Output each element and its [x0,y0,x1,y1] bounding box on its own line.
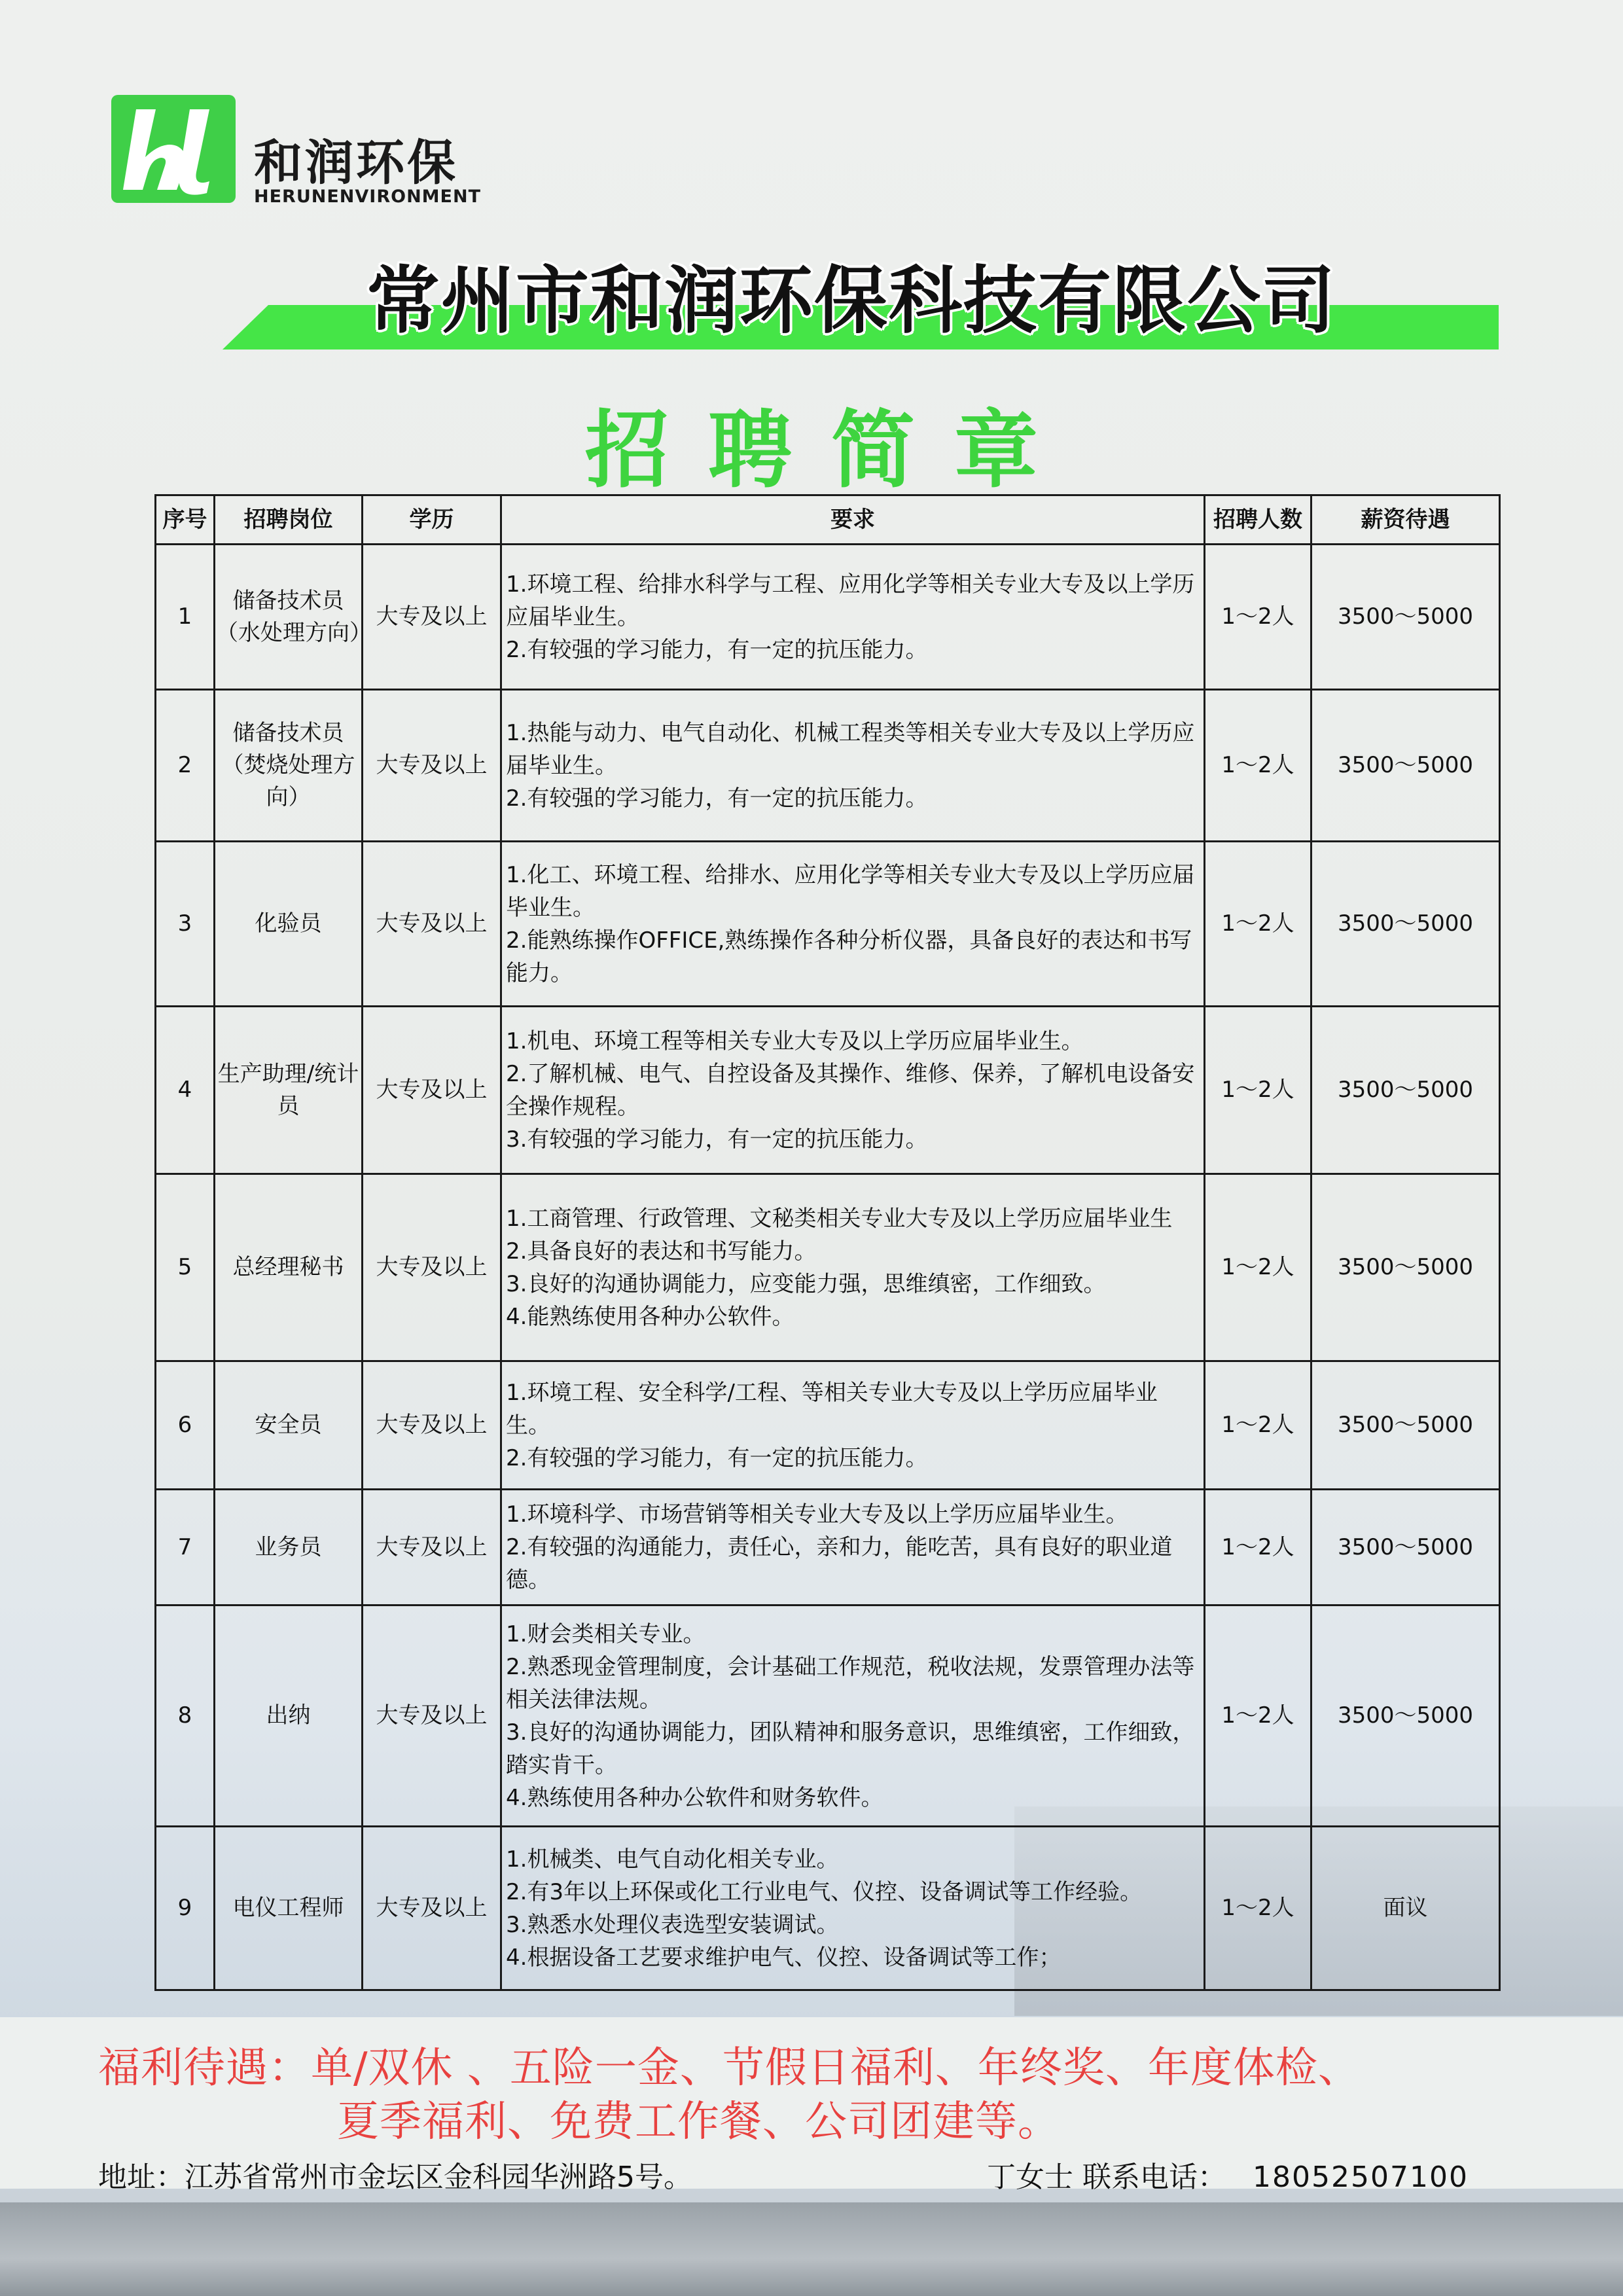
cell-education: 大专及以上 [363,545,501,690]
header-position: 招聘岗位 [215,495,363,545]
requirement-line: 1.环境工程、安全科学/工程、等相关专业大专及以上学历应届毕业生。 [506,1379,1158,1439]
cell-count: 1～2人 [1205,1605,1311,1827]
requirement-line: 2.有较强的学习能力，有一定的抗压能力。 [506,785,928,812]
cell-count: 1～2人 [1205,1007,1311,1174]
cell-salary: 3500～5000 [1311,842,1500,1007]
cell-position: 化验员 [215,842,363,1007]
cell-count: 1～2人 [1205,1361,1311,1490]
cell-position: 生产助理/统计员 [215,1007,363,1174]
cell-salary: 面议 [1311,1827,1500,1990]
requirement-line: 4.能熟练使用各种办公软件。 [506,1303,794,1330]
requirement-line: 2.有较强的学习能力，有一定的抗压能力。 [506,1444,928,1471]
requirement-line: 1.热能与动力、电气自动化、机械工程类等相关专业大专及以上学历应届毕业生。 [506,719,1195,779]
cell-no: 9 [156,1827,215,1990]
header-no: 序号 [156,495,215,545]
cell-requirements [501,1490,1205,1605]
requirement-line: 2.有3年以上环保或化工行业电气、仪控、设备调试等工作经验。 [506,1878,1143,1905]
requirement-line: 1.机电、环境工程等相关专业大专及以上学历应届毕业生。 [506,1028,1084,1054]
cell-education: 大专及以上 [363,1605,501,1827]
cell-no: 5 [156,1174,215,1361]
cell-education: 大专及以上 [363,842,501,1007]
table-row [156,1007,1500,1174]
logo-mark-icon [111,95,236,203]
table-row [156,1827,1500,1990]
cell-no: 6 [156,1361,215,1490]
contact-info [987,2153,1469,2195]
brand-name-en: HERUNENVIRONMENT [254,187,482,207]
page-title: 招聘简章 [584,402,1077,499]
requirement-line: 1.财会类相关专业。 [506,1621,705,1647]
cell-no: 8 [156,1605,215,1827]
requirement-line: 1.环境科学、市场营销等相关专业大专及以上学历应届毕业生。 [506,1501,1128,1528]
cell-position: 电仪工程师 [215,1827,363,1990]
cell-count: 1～2人 [1205,690,1311,842]
cell-position: 安全员 [215,1361,363,1490]
cell-requirements [501,690,1205,842]
cell-salary: 3500～5000 [1311,1174,1500,1361]
header-education: 学历 [363,495,501,545]
requirement-line: 4.根据设备工艺要求维护电气、仪控、设备调试等工作； [506,1944,1061,1971]
cell-education: 大专及以上 [363,1007,501,1174]
table-row [156,1605,1500,1827]
cell-education: 大专及以上 [363,1827,501,1990]
road-photo-background [0,2202,1623,2296]
cell-position: 业务员 [215,1490,363,1605]
cell-count: 1～2人 [1205,1827,1311,1990]
cell-requirements [501,1827,1205,1990]
table-header-row [156,495,1500,545]
cell-education: 大专及以上 [363,1361,501,1490]
requirement-line: 3.有较强的学习能力，有一定的抗压能力。 [506,1126,928,1153]
cell-no: 2 [156,690,215,842]
cell-education: 大专及以上 [363,1174,501,1361]
requirement-line: 1.化工、环境工程、给排水、应用化学等相关专业大专及以上学历应届毕业生。 [506,861,1195,921]
cell-education: 大专及以上 [363,1490,501,1605]
cell-position: 储备技术员（焚烧处理方向） [215,690,363,842]
header-count: 招聘人数 [1205,495,1311,545]
cell-education: 大专及以上 [363,690,501,842]
cell-no: 3 [156,842,215,1007]
cell-salary: 3500～5000 [1311,545,1500,690]
cell-requirements [501,1007,1205,1174]
cell-count: 1～2人 [1205,1174,1311,1361]
cell-salary: 3500～5000 [1311,1605,1500,1827]
cell-count: 1～2人 [1205,545,1311,690]
cell-salary: 3500～5000 [1311,690,1500,842]
requirement-line: 2.能熟练操作OFFICE,熟练操作各种分析仪器，具备良好的表达和书写能力。 [506,927,1192,986]
benefits-line-1: 福利待遇：单/双休 、五险一金、节假日福利、年终奖、年度体检、 [98,2044,1361,2092]
table-row [156,545,1500,690]
cell-no: 7 [156,1490,215,1605]
phone-number: 18052507100 [1253,2161,1469,2194]
table-row [156,1361,1500,1490]
cell-requirements [501,1174,1205,1361]
cell-requirements [501,842,1205,1007]
cell-position: 总经理秘书 [215,1174,363,1361]
benefits-line-2: 夏季福利、免费工作餐、公司团建等。 [337,2098,1060,2146]
requirement-line: 2.熟悉现金管理制度，会计基础工作规范，税收法规，发票管理办法等相关法律法规。 [506,1653,1195,1713]
cell-salary: 3500～5000 [1311,1490,1500,1605]
cell-salary: 3500～5000 [1311,1007,1500,1174]
contact-person: 丁女士 联系电话： [987,2161,1226,2194]
requirement-line: 1.工商管理、行政管理、文秘类相关专业大专及以上学历应届毕业生 [506,1205,1173,1232]
requirement-line: 3.良好的沟通协调能力，应变能力强，思维缜密，工作细致。 [506,1270,1106,1297]
table-row [156,690,1500,842]
cell-no: 1 [156,545,215,690]
jobs-table [154,494,1501,1991]
requirement-line: 2.有较强的沟通能力，责任心，亲和力，能吃苦，具有良好的职业道德。 [506,1534,1173,1593]
table-row [156,1174,1500,1361]
requirement-line: 2.了解机械、电气、自控设备及其操作、维修、保养，了解机电设备安全操作规程。 [506,1060,1195,1120]
cell-requirements [501,1361,1205,1490]
cell-salary: 3500～5000 [1311,1361,1500,1490]
cell-requirements [501,545,1205,690]
cell-position: 出纳 [215,1605,363,1827]
brand-name-cn: 和润环保 [254,135,458,191]
requirement-line: 4.熟练使用各种办公软件和财务软件。 [506,1784,883,1811]
requirement-line: 2.有较强的学习能力，有一定的抗压能力。 [506,636,928,663]
table-row [156,1490,1500,1605]
requirement-line: 1.环境工程、给排水科学与工程、应用化学等相关专业大专及以上学历应届毕业生。 [506,571,1195,630]
requirement-line: 2.具备良好的表达和书写能力。 [506,1238,817,1265]
requirement-line: 1.机械类、电气自动化相关专业。 [506,1846,839,1873]
cell-count: 1～2人 [1205,1490,1311,1605]
header-requirements: 要求 [501,495,1205,545]
cell-requirements [501,1605,1205,1827]
table-row [156,842,1500,1007]
requirement-line: 3.良好的沟通协调能力，团队精神和服务意识，思维缜密，工作细致，踏实肯干。 [506,1719,1195,1778]
company-name: 常州市和润环保科技有限公司 [366,259,1336,344]
cell-no: 4 [156,1007,215,1174]
requirement-line: 3.熟悉水处理仪表选型安装调试。 [506,1911,839,1938]
address: 地址：江苏省常州市金坛区金科园华洲路5号。 [98,2161,692,2194]
cell-position: 储备技术员（水处理方向） [215,545,363,690]
header-salary: 薪资待遇 [1311,495,1500,545]
cell-count: 1～2人 [1205,842,1311,1007]
